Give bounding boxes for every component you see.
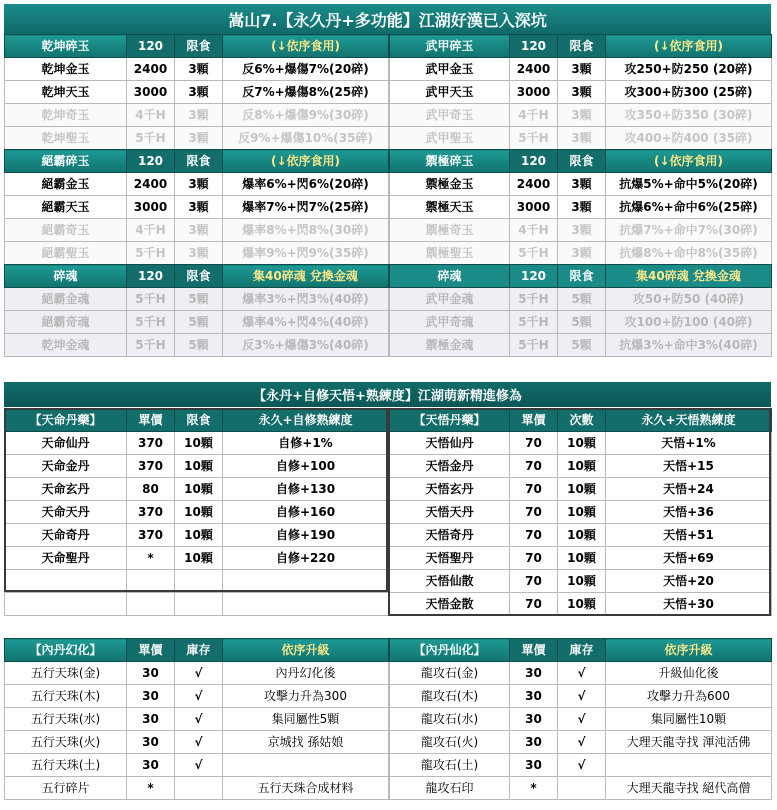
table-cell: 30 — [127, 708, 175, 731]
empty-cell — [127, 593, 175, 616]
table-cell: 3顆 — [175, 173, 223, 196]
table-cell: 五行天珠合成材料 — [223, 777, 389, 800]
table-cell: 5顆 — [558, 288, 606, 311]
table-cell: 絕霸金魂 — [5, 288, 127, 311]
table-cell: 3顆 — [175, 81, 223, 104]
table-cell: 反3%+爆傷3%(40碎) — [223, 334, 389, 357]
table-cell: 自修+160 — [223, 501, 389, 524]
table-cell: 2400 — [127, 58, 175, 81]
table-cell: 爆率6%+閃6%(20碎) — [223, 173, 389, 196]
table-cell: 70 — [510, 432, 558, 455]
table-row — [390, 242, 772, 265]
table-cell: 天命玄丹 — [5, 478, 127, 501]
table-row — [5, 662, 389, 685]
header-row — [5, 35, 389, 58]
header-cell: 【天命丹藥】 — [5, 409, 127, 432]
table-cell: 絕霸奇玉 — [5, 219, 127, 242]
table-cell: 絕霸天玉 — [5, 196, 127, 219]
table-cell: √ — [175, 708, 223, 731]
table-cell: 武甲天玉 — [390, 81, 510, 104]
table-cell: 70 — [510, 455, 558, 478]
table-row — [5, 173, 389, 196]
table-cell: 5顆 — [558, 334, 606, 357]
table-cell: 3顆 — [175, 104, 223, 127]
header-row — [5, 150, 389, 173]
table-cell: 武甲金魂 — [390, 288, 510, 311]
table-cell: 禦極金玉 — [390, 173, 510, 196]
header-cell: 集40碎魂 兌換金魂 — [606, 265, 772, 288]
table-cell: 10顆 — [558, 501, 606, 524]
table-cell: 2400 — [127, 173, 175, 196]
header-row — [390, 35, 772, 58]
header-cell: 限食 — [558, 265, 606, 288]
table-cell: 30 — [510, 685, 558, 708]
table-row — [390, 311, 772, 334]
table-cell: 370 — [127, 524, 175, 547]
table-row — [5, 731, 389, 754]
table-cell: 5千H — [510, 334, 558, 357]
table-row — [5, 754, 389, 777]
table-cell: 爆率7%+閃7%(25碎) — [223, 196, 389, 219]
table-cell: 10顆 — [558, 432, 606, 455]
table-cell: 攻400+防400 (35碎) — [606, 127, 772, 150]
header-cell: 次數 — [558, 409, 606, 432]
table-row — [5, 708, 389, 731]
table-row — [390, 708, 772, 731]
table-cell: 抗爆6%+命中6%(25碎) — [606, 196, 772, 219]
table-cell: 天悟+30 — [606, 593, 772, 616]
table-cell: 4千H — [127, 219, 175, 242]
table-cell: 反7%+爆傷8%(25碎) — [223, 81, 389, 104]
table-cell: 大理天龍寺找 渾沌活佛 — [606, 731, 772, 754]
table-cell: 5顆 — [175, 311, 223, 334]
header-cell: 碎魂 — [390, 265, 510, 288]
header-cell: 限食 — [175, 35, 223, 58]
table-cell: 天悟+36 — [606, 501, 772, 524]
table-row — [390, 127, 772, 150]
table-cell: 天悟+51 — [606, 524, 772, 547]
header-cell: 庫存 — [175, 639, 223, 662]
table-cell: 70 — [510, 593, 558, 616]
table-cell: 天命聖丹 — [5, 547, 127, 570]
table-cell: 反6%+爆傷7%(20碎) — [223, 58, 389, 81]
table-cell: 龍攻石(木) — [390, 685, 510, 708]
table-row — [5, 58, 389, 81]
table-cell: 武甲奇玉 — [390, 104, 510, 127]
table-row — [390, 58, 772, 81]
table-cell: √ — [175, 754, 223, 777]
table-cell: 龍攻石印 — [390, 777, 510, 800]
table-row — [390, 777, 772, 800]
table-row — [5, 127, 389, 150]
main-title-banner — [4, 4, 771, 34]
table-cell: * — [127, 547, 175, 570]
table-cell: 天悟+20 — [606, 570, 772, 593]
table-cell: 龍攻石(水) — [390, 708, 510, 731]
table-cell: 抗爆7%+命中7%(30碎) — [606, 219, 772, 242]
empty-cell — [5, 593, 127, 616]
empty-row — [5, 593, 389, 616]
table-cell: 70 — [510, 501, 558, 524]
table-cell — [175, 777, 223, 800]
table-cell: 3顆 — [558, 196, 606, 219]
table-cell: 大理天龍寺找 絕代高僧 — [606, 777, 772, 800]
table-cell: 攻300+防300 (25碎) — [606, 81, 772, 104]
qiankun-jade-table — [4, 34, 389, 150]
table-cell: √ — [558, 662, 606, 685]
soul-left-table — [4, 264, 389, 357]
table-cell: 抗爆8%+命中8%(35碎) — [606, 242, 772, 265]
table-row — [5, 685, 389, 708]
yuji-jade-table — [389, 149, 772, 265]
header-cell: 限食 — [558, 35, 606, 58]
table-cell: 3顆 — [558, 81, 606, 104]
table-cell: 禦極聖玉 — [390, 242, 510, 265]
neidan-xianhua-table — [389, 638, 772, 800]
header-cell: 單價 — [510, 639, 558, 662]
table-cell: 武甲聖玉 — [390, 127, 510, 150]
table-cell: 京城找 孫姑娘 — [223, 731, 389, 754]
header-cell: (↓依序食用) — [606, 150, 772, 173]
table-cell: 天悟+69 — [606, 547, 772, 570]
table-cell: 30 — [510, 662, 558, 685]
header-cell: 單價 — [127, 639, 175, 662]
header-cell: 120 — [510, 150, 558, 173]
table-cell: 30 — [127, 754, 175, 777]
table-row — [5, 104, 389, 127]
table-cell: 攻擊力升為600 — [606, 685, 772, 708]
table-row — [5, 196, 389, 219]
table-cell: 5千H — [510, 242, 558, 265]
table-cell: 乾坤金魂 — [5, 334, 127, 357]
header-row — [390, 150, 772, 173]
table-cell: 3顆 — [558, 173, 606, 196]
table-cell: 5千H — [127, 127, 175, 150]
table-cell: 5顆 — [558, 311, 606, 334]
header-cell: 限食 — [175, 265, 223, 288]
table-row — [5, 311, 389, 334]
header-cell: 單價 — [127, 409, 175, 432]
table-cell: 5千H — [510, 311, 558, 334]
table-cell: 五行碎片 — [5, 777, 127, 800]
table-cell: 5顆 — [175, 288, 223, 311]
header-row — [5, 265, 389, 288]
table-cell: 絕霸金玉 — [5, 173, 127, 196]
table-cell: 3顆 — [175, 219, 223, 242]
table-cell: 5千H — [510, 288, 558, 311]
table-row — [5, 334, 389, 357]
table-cell: 30 — [510, 754, 558, 777]
header-row — [390, 265, 772, 288]
table-cell: 3顆 — [175, 242, 223, 265]
table-cell: 武甲奇魂 — [390, 311, 510, 334]
header-cell: (↓依序食用) — [223, 150, 389, 173]
table-row — [390, 662, 772, 685]
table-row — [5, 288, 389, 311]
table-cell: 370 — [127, 501, 175, 524]
table-row — [390, 731, 772, 754]
table-cell: 3顆 — [558, 219, 606, 242]
table-cell: 抗爆5%+命中5%(20碎) — [606, 173, 772, 196]
table-cell: 禦極天玉 — [390, 196, 510, 219]
table-cell: 攻100+防100 (40碎) — [606, 311, 772, 334]
table-cell: 自修+130 — [223, 478, 389, 501]
table-row — [5, 81, 389, 104]
table-cell: √ — [175, 731, 223, 754]
table-row — [390, 219, 772, 242]
table-cell: 自修+100 — [223, 455, 389, 478]
table-cell: 絕霸奇魂 — [5, 311, 127, 334]
tianming-frame — [4, 408, 388, 592]
table-cell: 3顆 — [175, 127, 223, 150]
table-row — [390, 196, 772, 219]
header-cell: 120 — [127, 150, 175, 173]
table-cell: 攻250+防250 (20碎) — [606, 58, 772, 81]
header-cell: 依序升級 — [223, 639, 389, 662]
table-cell: 天悟金散 — [390, 593, 510, 616]
table-cell: 30 — [510, 731, 558, 754]
table-cell: 自修+1% — [223, 432, 389, 455]
table-cell: * — [127, 777, 175, 800]
header-cell: 120 — [510, 35, 558, 58]
header-cell: 【內丹幻化】 — [5, 639, 127, 662]
table-cell: 爆率9%+閃9%(35碎) — [223, 242, 389, 265]
header-cell: 乾坤碎玉 — [5, 35, 127, 58]
table-cell: 70 — [510, 478, 558, 501]
table-cell: 天悟聖丹 — [390, 547, 510, 570]
header-cell: 永久+自修熟練度 — [223, 409, 389, 432]
header-cell: 碎魂 — [5, 265, 127, 288]
table-cell: 2400 — [510, 173, 558, 196]
table-cell: 5千H — [127, 334, 175, 357]
header-cell: 永久+天悟熟練度 — [606, 409, 772, 432]
table-cell: 升級仙化後 — [606, 662, 772, 685]
table-cell: 集同屬性10顆 — [606, 708, 772, 731]
table-cell — [558, 777, 606, 800]
table-cell: 天悟+24 — [606, 478, 772, 501]
empty-cell — [223, 593, 389, 616]
table-cell: 天悟奇丹 — [390, 524, 510, 547]
table-cell: 天悟+1% — [606, 432, 772, 455]
table-cell: 五行天珠(火) — [5, 731, 127, 754]
table-cell: 乾坤奇玉 — [5, 104, 127, 127]
table-cell: 天悟+15 — [606, 455, 772, 478]
table-cell: 天悟金丹 — [390, 455, 510, 478]
table-row — [390, 104, 772, 127]
table-cell: 禦極金魂 — [390, 334, 510, 357]
header-cell: 120 — [127, 35, 175, 58]
table-cell: 5千H — [127, 242, 175, 265]
table-cell: 自修+190 — [223, 524, 389, 547]
neidan-huanhua-table — [4, 638, 389, 800]
table-cell: √ — [558, 685, 606, 708]
table-cell: 70 — [510, 524, 558, 547]
header-cell: 【內丹仙化】 — [390, 639, 510, 662]
table-cell: 天悟天丹 — [390, 501, 510, 524]
table-cell: 10顆 — [175, 432, 223, 455]
table-cell: 10顆 — [175, 478, 223, 501]
table-cell: 10顆 — [175, 455, 223, 478]
table-cell: 龍攻石(火) — [390, 731, 510, 754]
table-cell: 3000 — [510, 196, 558, 219]
table-cell: 禦極奇玉 — [390, 219, 510, 242]
table-cell: 絕霸聖玉 — [5, 242, 127, 265]
header-cell: 120 — [510, 265, 558, 288]
table-cell: 370 — [127, 432, 175, 455]
table-cell: 爆率4%+閃4%(40碎) — [223, 311, 389, 334]
table-cell — [606, 754, 772, 777]
table-row — [390, 685, 772, 708]
table-cell: 攻350+防350 (30碎) — [606, 104, 772, 127]
table-cell: 3顆 — [558, 104, 606, 127]
table-cell: 10顆 — [558, 547, 606, 570]
table-cell: * — [510, 777, 558, 800]
header-cell: 禦極碎玉 — [390, 150, 510, 173]
header-cell: 依序升級 — [606, 639, 772, 662]
table-cell: 天命仙丹 — [5, 432, 127, 455]
table-cell: 5千H — [127, 311, 175, 334]
table-cell: 4千H — [510, 104, 558, 127]
table-cell: 30 — [127, 731, 175, 754]
header-cell: 限食 — [175, 409, 223, 432]
table-cell: 反9%+爆傷10%(35碎) — [223, 127, 389, 150]
table-cell: 3顆 — [558, 242, 606, 265]
header-cell: 武甲碎玉 — [390, 35, 510, 58]
table-cell: 3000 — [127, 196, 175, 219]
table-cell: 370 — [127, 455, 175, 478]
header-cell: (↓依序食用) — [606, 35, 772, 58]
header-cell: 120 — [127, 265, 175, 288]
table-cell: 3000 — [510, 81, 558, 104]
table-row — [390, 754, 772, 777]
table-cell: 攻擊力升為300 — [223, 685, 389, 708]
table-cell: 5千H — [127, 288, 175, 311]
table-cell — [223, 754, 389, 777]
table-cell: 10顆 — [175, 501, 223, 524]
table-cell: 五行天珠(金) — [5, 662, 127, 685]
header-row — [5, 639, 389, 662]
wujia-jade-table — [389, 34, 772, 150]
table-cell: 反8%+爆傷9%(30碎) — [223, 104, 389, 127]
section2-title-banner — [4, 382, 771, 407]
table-cell: 10顆 — [558, 524, 606, 547]
table-cell: 5千H — [510, 127, 558, 150]
table-cell: 10顆 — [558, 478, 606, 501]
main-title: 嵩山7.【永久丹+多功能】江湖好漢已入深坑 — [228, 10, 547, 30]
table-cell: 天悟玄丹 — [390, 478, 510, 501]
table-cell: 70 — [510, 570, 558, 593]
table-cell: 3顆 — [558, 127, 606, 150]
table-cell: 4千H — [127, 104, 175, 127]
table-cell: 3顆 — [558, 58, 606, 81]
table-cell: 五行天珠(木) — [5, 685, 127, 708]
empty-cell — [175, 593, 223, 616]
table-cell: √ — [558, 754, 606, 777]
table-cell: 10顆 — [558, 593, 606, 616]
header-cell: 【天悟丹藥】 — [390, 409, 510, 432]
table-cell: 天悟仙散 — [390, 570, 510, 593]
table-cell: √ — [558, 708, 606, 731]
table-cell: 10顆 — [558, 570, 606, 593]
header-cell: 絕霸碎玉 — [5, 150, 127, 173]
table-cell: 自修+220 — [223, 547, 389, 570]
section2-title: 【永丹+自修天悟+熟練度】江湖萌新精進修為 — [253, 389, 522, 404]
table-cell: 內丹幻化後 — [223, 662, 389, 685]
table-cell: 乾坤聖玉 — [5, 127, 127, 150]
tianwu-frame — [388, 408, 771, 616]
table-cell: 3顆 — [175, 196, 223, 219]
table-cell: 集同屬性5顆 — [223, 708, 389, 731]
table-cell: 五行天珠(土) — [5, 754, 127, 777]
table-cell: 攻50+防50 (40碎) — [606, 288, 772, 311]
table-cell: √ — [175, 685, 223, 708]
table-cell: 武甲金玉 — [390, 58, 510, 81]
table-row — [390, 334, 772, 357]
table-cell: 3000 — [127, 81, 175, 104]
table-row — [5, 777, 389, 800]
table-row — [390, 288, 772, 311]
table-cell: √ — [175, 662, 223, 685]
table-cell: 五行天珠(水) — [5, 708, 127, 731]
table-cell: √ — [558, 731, 606, 754]
table-cell: 3顆 — [175, 58, 223, 81]
table-cell: 10顆 — [175, 524, 223, 547]
table-cell: 30 — [127, 685, 175, 708]
juba-jade-table — [4, 149, 389, 265]
table-cell: 天命天丹 — [5, 501, 127, 524]
table-cell: 爆率3%+閃3%(40碎) — [223, 288, 389, 311]
header-row — [390, 639, 772, 662]
table-cell: 10顆 — [175, 547, 223, 570]
table-cell: 天命奇丹 — [5, 524, 127, 547]
header-cell: 庫存 — [558, 639, 606, 662]
table-row — [5, 219, 389, 242]
header-cell: (↓依序食用) — [223, 35, 389, 58]
table-cell: 4千H — [510, 219, 558, 242]
table-cell: 10顆 — [558, 455, 606, 478]
table-row — [390, 81, 772, 104]
table-cell: 乾坤天玉 — [5, 81, 127, 104]
table-cell: 爆率8%+閃8%(30碎) — [223, 219, 389, 242]
table-row — [390, 173, 772, 196]
table-cell: 80 — [127, 478, 175, 501]
table-cell: 天悟仙丹 — [390, 432, 510, 455]
table-row — [5, 242, 389, 265]
soul-right-table — [389, 264, 772, 357]
table-cell: 龍攻石(土) — [390, 754, 510, 777]
table-cell: 5顆 — [175, 334, 223, 357]
header-cell: 限食 — [175, 150, 223, 173]
header-cell: 集40碎魂 兌換金魂 — [223, 265, 389, 288]
table-cell: 乾坤金玉 — [5, 58, 127, 81]
table-cell: 70 — [510, 547, 558, 570]
header-cell: 單價 — [510, 409, 558, 432]
table-cell: 抗爆3%+命中3%(40碎) — [606, 334, 772, 357]
header-cell: 限食 — [558, 150, 606, 173]
table-cell: 天命金丹 — [5, 455, 127, 478]
table-cell: 30 — [510, 708, 558, 731]
table-cell: 龍攻石(金) — [390, 662, 510, 685]
table-cell: 30 — [127, 662, 175, 685]
table-cell: 2400 — [510, 58, 558, 81]
